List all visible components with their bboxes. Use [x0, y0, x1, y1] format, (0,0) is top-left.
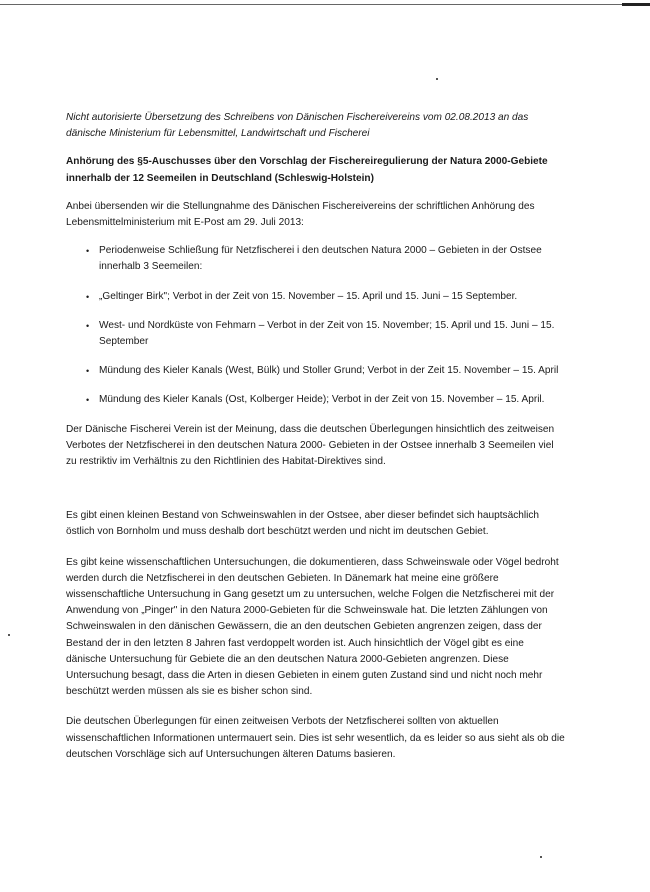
body-paragraph: Der Dänische Fischerei Verein ist der Meinung, dass die deutschen Überlegungen hinsichtlich des zeitweisen Verbotes der Netzfischerei in den deutschen Natura 2000- Gebieten in der Ostsee innerhalb 3 Seemeilen viel zu restriktiv im Verhältnis zu den Richtlinien des Habitat-Direktives sind. — [66, 423, 555, 468]
closure-list — [66, 243, 566, 408]
scan-top-edge-mark — [622, 3, 650, 6]
document-page — [66, 110, 566, 763]
scan-speck — [436, 78, 438, 80]
bullet-icon: • — [86, 366, 90, 377]
list-item — [66, 243, 566, 275]
list-item-text: Mündung des Kieler Kanals (West, Bülk) und Stoller Grund; Verbot in der Zeit 15. November – 15. April — [99, 365, 559, 377]
body-paragraph: Die deutschen Überlegungen für einen zeitweisen Verbots der Netzfischerei sollten von aktuellen wissenschaftlichen Informationen untermauert sein. Dies ist sehr wesentlich, da es leider so aus sieht als ob die deutschen Vorschläge sich auf Untersuchungen älteren Datums basieren. — [66, 716, 565, 760]
list-item-text: Periodenweise Schließung für Netzfischerei i den deutschen Natura 2000 – Gebieten in der Ostsee innerhalb 3 Seemeilen: — [99, 245, 542, 273]
list-item — [66, 318, 566, 350]
list-item-text: „Geltinger Birk"; Verbot in der Zeit von 15. November – 15. April und 15. Juni – 15 September. — [99, 290, 518, 302]
list-item — [66, 289, 566, 305]
bullet-icon: • — [86, 291, 90, 302]
scan-speck — [540, 856, 542, 858]
body-paragraph: Es gibt keine wissenschaftlichen Untersuchungen, die dokumentieren, dass Schweinswale oder Vögel bedroht werden durch die Netzfischerei in den deutschen Gebieten. In Dänemark hat meine eine größere wissenschaftliche Untersuchung in Gang gesetzt um zu untersuchen, welche Folgen die Netzfischerei mit der Anwendung von „Pinger" in den Natura 2000-Gebieten für die Schweinswale hat. Die letzten Zählungen von Schweinswalen in den dänischen Gewässern, die an den deutschen Gebieten angrenzen zeigen, dass der Bestand der in den letzten 8 Jahren fast verdoppelt worden ist. Auch hinsichtlich der Vögel gibt es eine dänische Untersuchung für Gebiete die an den deutschen Natura 2000-Gebieten angrenzen. Diese Untersuchung besagt, dass die Arten in diesen Gebieten in einem guten Zustand sind und nicht noch mehr beschützt werden müssen als sie es bisher schon sind. — [66, 556, 559, 698]
list-item-text: West- und Nordküste von Fehmarn – Verbot in der Zeit von 15. November; 15. April und 15. Juni – 15. September — [99, 319, 555, 348]
scan-top-edge-line — [0, 4, 650, 5]
list-item-text: Mündung des Kieler Kanals (Ost, Kolberger Heide); Verbot in der Zeit von 15. November – 15. April. — [99, 394, 545, 406]
translation-note: Nicht autorisierte Übersetzung des Schreibens von Dänischen Fischereivereins vom 02.08.2013 an das dänische Ministerium für Lebensmittel, Landwirtschaft und Fischerei — [66, 112, 529, 140]
list-item — [66, 363, 566, 379]
document-heading: Anhörung des §5-Auschusses über den Vorschlag der Fischereiregulierung der Natura 2000-Gebiete innerhalb der 12 Seemeilen in Deutschland (Schleswig-Holstein) — [66, 156, 548, 184]
bullet-icon: • — [86, 395, 90, 406]
list-item — [66, 392, 566, 408]
bullet-icon: • — [86, 246, 90, 257]
bullet-icon: • — [86, 320, 90, 331]
body-paragraph: Es gibt einen kleinen Bestand von Schweinswahlen in der Ostsee, aber dieser befindet sich hauptsächlich östlich von Bornholm und muss deshalb dort beschützt werden und nicht im deutschen Gebiet. — [66, 510, 540, 538]
scan-speck — [8, 634, 10, 636]
lead-paragraph: Anbei übersenden wir die Stellungnahme des Dänischen Fischereivereins der schriftlichen Anhörung des Lebensmittelministerium mit E-Post am 29. Juli 2013: — [66, 200, 535, 229]
